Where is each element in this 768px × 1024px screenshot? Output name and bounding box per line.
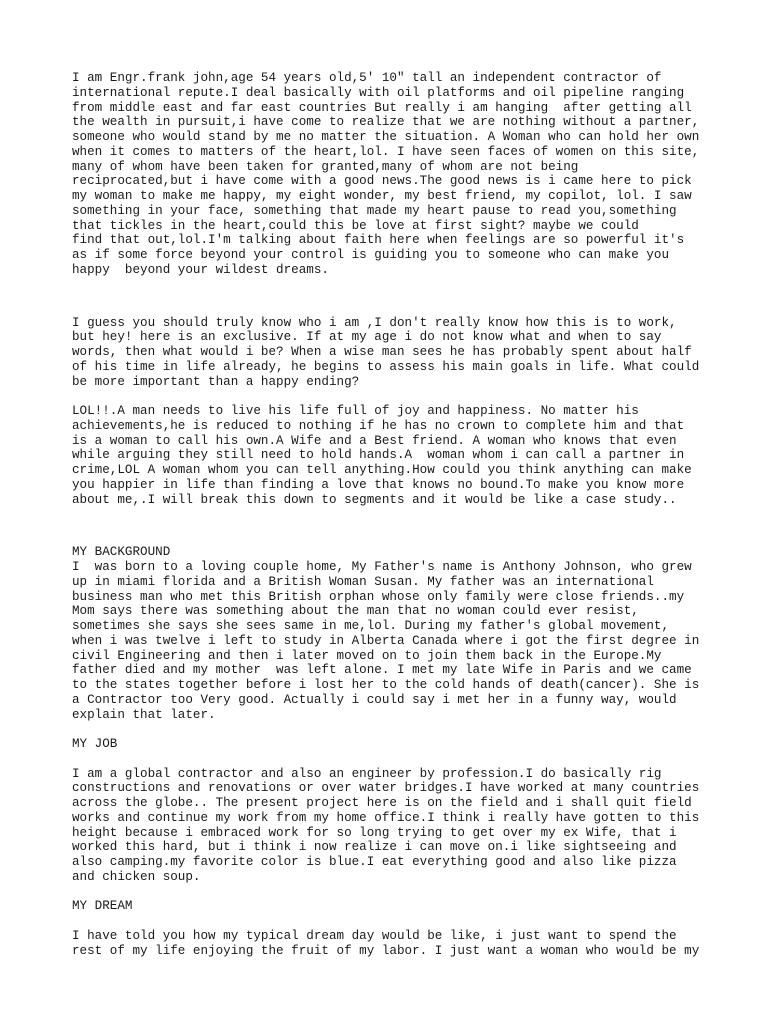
text-line: sometimes she says she sees same in me,lol. During my father's global movement, — [72, 619, 670, 633]
text-line: business man who met this British orphan whose only family were close friends..my — [72, 589, 685, 604]
paragraph-gap — [72, 722, 712, 737]
text-line: when i was twelve i left to study in Alberta Canada where i got the first degree in — [72, 633, 700, 648]
section-heading-dream: MY DREAM — [72, 899, 133, 914]
paragraph-gap — [72, 752, 712, 767]
text-line: something in your face, something that made my heart pause to read you,something — [72, 203, 677, 218]
text-line: that tickles in the heart,could this be love at first sight? maybe we could — [72, 218, 639, 233]
section-heading-background: MY BACKGROUND — [72, 545, 171, 560]
text-line: rest of my life enjoying the fruit of my labor. I just want a woman who would be my — [72, 943, 700, 958]
text-line: constructions and renovations or over water bridges.I have worked at many countries — [72, 781, 700, 796]
text-line: crime,LOL A woman whom you can tell anything.How could you think anything can make — [72, 463, 692, 477]
text-line: father died and my mother was left alone. I met my late Wife in Paris and we came — [72, 663, 692, 678]
text-line: from middle east and far east countries But really i am hanging after getting all — [72, 100, 692, 115]
text-line: when it comes to matters of the heart,lol. I have seen faces of women on this site, — [72, 144, 700, 159]
who-i-am-paragraph — [72, 316, 712, 390]
text-line: someone who would stand by me no matter the situation. A Woman who can hold her own — [72, 130, 700, 144]
text-line: happy beyond your wildest dreams. — [72, 262, 329, 277]
text-line: the wealth in pursuit,i have come to realize that we are nothing without a partner, — [72, 115, 700, 130]
text-line: words, then what would i be? When a wise man sees he has probably spent about half — [72, 345, 692, 359]
intro-paragraph — [72, 71, 712, 278]
text-line: my woman to make me happy, my eight wonder, my best friend, my copilot, lol. I saw — [72, 189, 692, 203]
section-heading-job: MY JOB — [72, 737, 118, 751]
text-line: I have told you how my typical dream day would be like, i just want to spend the — [72, 928, 677, 943]
lol-paragraph — [72, 404, 712, 507]
text-line: I am Engr.frank john,age 54 years old,5' 10" tall an independent contractor of — [72, 71, 662, 85]
paragraph-gap — [72, 885, 712, 900]
background-section — [72, 545, 712, 722]
text-line: many of whom have been taken for granted,many of whom are not being — [72, 159, 579, 174]
document-page — [72, 71, 712, 958]
job-section — [72, 737, 712, 885]
text-line: as if some force beyond your control is guiding you to someone who can make you — [72, 248, 670, 262]
text-line: also camping.my favorite color is blue.I eat everything good and also like pizza — [72, 855, 677, 869]
text-line: I guess you should truly know who i am ,I don't really know how this is to work, — [72, 315, 677, 330]
text-line: height because i embraced work for so long trying to get over my ex Wife, that i — [72, 825, 677, 840]
text-line: international repute.I deal basically with oil platforms and oil pipeline ranging — [72, 85, 685, 100]
text-line: a Contractor too Very good. Actually i could say i met her in a funny way, would — [72, 692, 677, 707]
text-line: across the globe.. The present project here is on the field and i shall quit field — [72, 796, 692, 810]
paragraph-gap — [72, 389, 712, 404]
text-line: be more important than a happy ending? — [72, 374, 360, 389]
text-line: you happier in life than finding a love that knows no bound.To make you know more — [72, 477, 685, 492]
text-line: and chicken soup. — [72, 869, 201, 884]
text-line: to the states together before i lost her to the cold hands of death(cancer). She is — [72, 678, 700, 692]
text-line: while arguing they still need to hold hands.A woman whom i can call a partner in — [72, 448, 685, 463]
text-line: I am a global contractor and also an engineer by profession.I do basically rig — [72, 766, 662, 781]
dream-section — [72, 899, 712, 958]
text-line: Mom says there was something about the man that no woman could ever resist, — [72, 604, 639, 619]
text-line: of his time in life already, he begins to assess his main goals in life. What could — [72, 359, 700, 374]
text-line: find that out,lol.I'm talking about faith here when feelings are so powerful it's — [72, 233, 685, 248]
text-line: about me,.I will break this down to segments and it would be like a case study.. — [72, 492, 677, 507]
text-line: but hey! here is an exclusive. If at my age i do not know what and when to say — [72, 330, 662, 345]
text-line: is a woman to call his own.A Wife and a Best friend. A woman who knows that even — [72, 433, 677, 448]
text-line: LOL!!.A man needs to live his life full of joy and happiness. No matter his — [72, 404, 639, 418]
text-line: I was born to a loving couple home, My Father's name is Anthony Johnson, who grew — [72, 560, 692, 574]
text-line: works and continue my work from my home office.I think i really have gotten to this — [72, 810, 700, 825]
text-line: worked this hard, but i think i now realize i can move on.i like sightseeing and — [72, 840, 677, 855]
text-line: reciprocated,but i have come with a good news.The good news is i came here to pick — [72, 174, 692, 189]
paragraph-gap — [72, 507, 712, 545]
text-line: civil Engineering and then i later moved on to join them back in the Europe.My — [72, 648, 662, 663]
text-line: explain that later. — [72, 707, 216, 722]
paragraph-gap — [72, 278, 712, 316]
text-line: up in miami florida and a British Woman Susan. My father was an international — [72, 574, 654, 589]
text-line: achievements,he is reduced to nothing if he has no crown to complete him and that — [72, 418, 685, 433]
paragraph-gap — [72, 914, 712, 929]
